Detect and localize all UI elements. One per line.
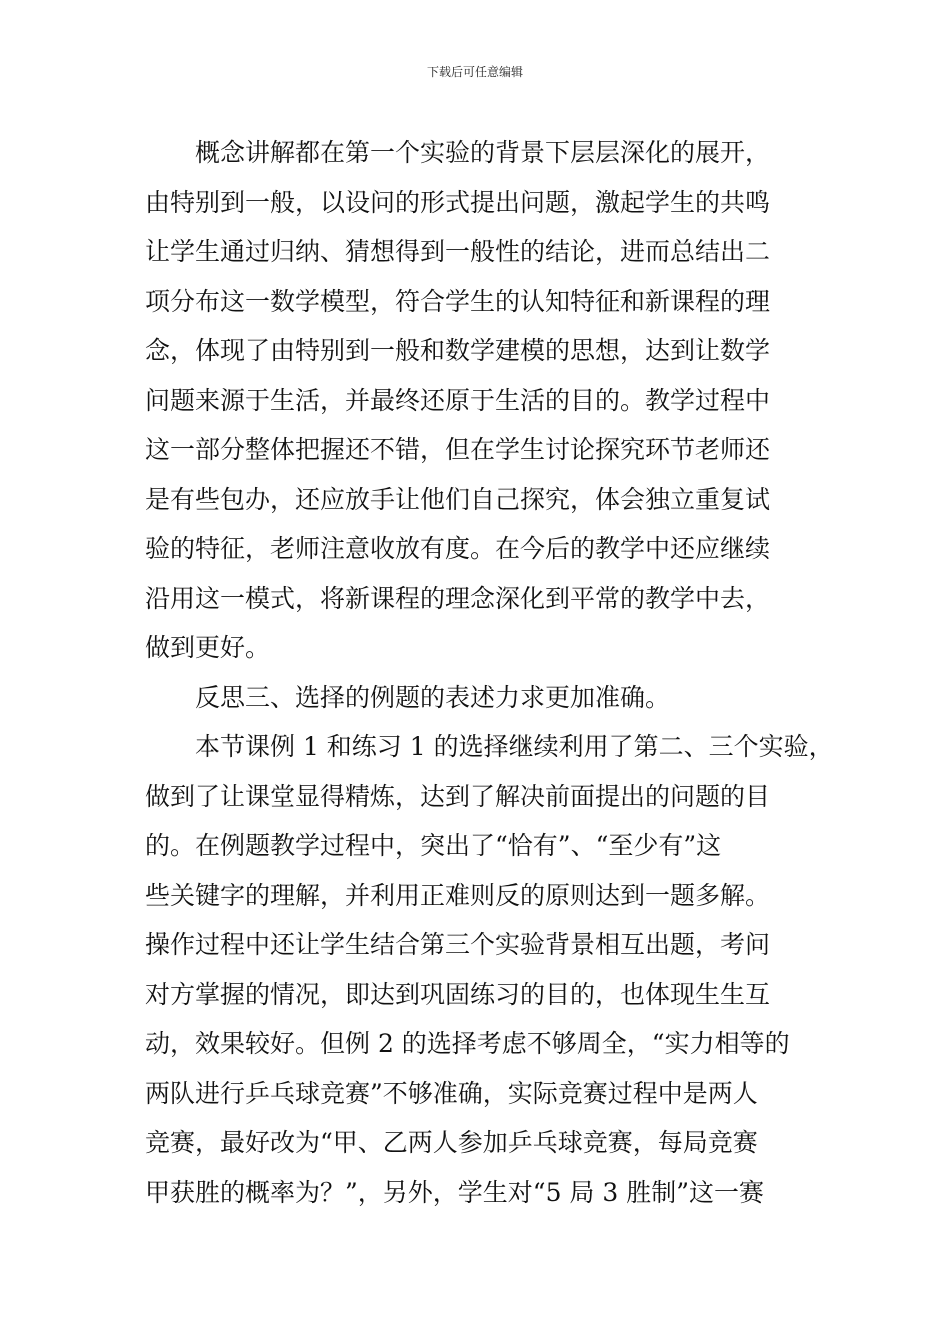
text-line: 做到更好。: [145, 633, 271, 662]
text-line: 竞赛，最好改为“甲、乙两人参加乒乓球竞赛，每局竞赛: [145, 1128, 758, 1157]
text-line: 是有些包办，还应放手让他们自己探究，体会独立重复试: [145, 484, 771, 514]
text-line: 项分布这一数学模型，符合学生的认知特征和新课程的理: [145, 286, 771, 316]
text-line: 沿用这一模式，将新课程的理念深化到平常的教学中去，: [145, 583, 771, 613]
text-line: 的。在例题教学过程中，突出了“恰有”、“至少有”这: [145, 831, 722, 860]
text-line: 概念讲解都在第一个实验的背景下层层深化的展开，: [195, 138, 771, 167]
text-line: 问题来源于生活，并最终还原于生活的目的。教学过程中: [145, 385, 771, 415]
text-line: 两队进行乒乓球竞赛”不够准确，实际竞赛过程中是两人: [145, 1078, 758, 1108]
text-line: 本节课例 1 和练习 1 的选择继续利用了第二、三个实验，: [195, 732, 834, 761]
text-line: 甲获胜的概率为？”，另外，学生对“5 局 3 胜制”这一赛: [145, 1177, 764, 1207]
text-line: 做到了让课堂显得精炼，达到了解决前面提出的问题的目: [145, 781, 771, 811]
text-line: 动，效果较好。但例 2 的选择考虑不够周全，“实力相等的: [145, 1029, 790, 1058]
text-line: 对方掌握的情况，即达到巩固练习的目的，也体现生生互: [145, 979, 771, 1009]
text-line: 念，体现了由特别到一般和数学建模的思想，达到让数学: [145, 336, 771, 365]
section-heading: 反思三、选择的例题的表述力求更加准确。: [195, 682, 671, 712]
text-line: 操作过程中还让学生结合第三个实验背景相互出题，考问: [145, 930, 771, 959]
document-body: [145, 128, 834, 1217]
text-line: 由特别到一般，以设问的形式提出问题，激起学生的共鸣: [145, 187, 771, 217]
page-header: 下载后可任意编辑: [426, 65, 523, 79]
text-line: 验的特征，老师注意收放有度。在今后的教学中还应继续: [145, 534, 771, 563]
text-line: 这一部分整体把握还不错，但在学生讨论探究环节老师还: [145, 435, 771, 464]
text-line: 让学生通过归纳、猜想得到一般性的结论，进而总结出二: [145, 237, 771, 266]
text-line: 些关键字的理解，并利用正难则反的原则达到一题多解。: [145, 880, 771, 910]
